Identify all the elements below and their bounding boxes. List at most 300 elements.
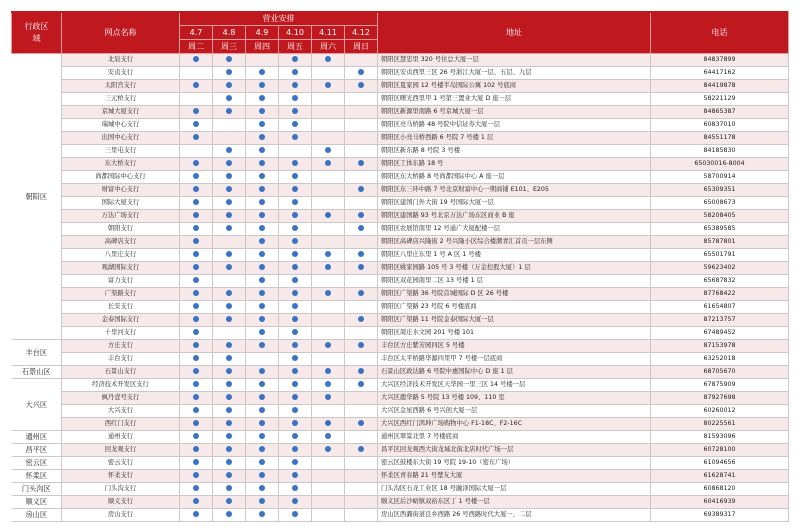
branch-address: 朝阳区姚家园路 105 号 3 号楼（万金控股大厦）1 层 bbox=[378, 262, 651, 275]
schedule-cell bbox=[180, 54, 213, 67]
table-row bbox=[12, 379, 789, 392]
schedule-cell bbox=[213, 288, 246, 301]
branch-phone: 60868120 bbox=[651, 483, 789, 496]
branch-address: 朝阳区东大桥路 8 号尚都国际中心 A 座一层 bbox=[378, 171, 651, 184]
schedule-cell bbox=[345, 405, 378, 418]
branch-address: 朝阳区新东路 8 号院 3 号楼 bbox=[378, 145, 651, 158]
branch-phone: 67875909 bbox=[651, 379, 789, 392]
open-dot-icon bbox=[193, 329, 199, 335]
schedule-cell bbox=[180, 119, 213, 132]
branch-address: 朝阳区广渠路 23 号院 6 号楼底商 bbox=[378, 301, 651, 314]
schedule-cell bbox=[246, 353, 279, 366]
branch-name: 大兴支行 bbox=[62, 405, 180, 418]
open-dot-icon bbox=[193, 446, 199, 452]
branch-address: 大兴区西红门鸿坤广场购物中心 F1-18C、F2-16C bbox=[378, 418, 651, 431]
table-row bbox=[12, 54, 789, 67]
schedule-cell bbox=[312, 405, 345, 418]
schedule-cell bbox=[180, 366, 213, 379]
open-dot-icon bbox=[358, 160, 364, 166]
open-dot-icon bbox=[226, 485, 232, 491]
header-address: 地址 bbox=[378, 12, 651, 54]
open-dot-icon bbox=[358, 290, 364, 296]
branch-name: 高碑店支行 bbox=[62, 236, 180, 249]
table-header bbox=[12, 12, 789, 54]
branch-address: 丰台区太平桥路华源四里甲 7 号楼一层底商 bbox=[378, 353, 651, 366]
schedule-cell bbox=[279, 509, 312, 522]
open-dot-icon bbox=[193, 264, 199, 270]
schedule-cell bbox=[246, 418, 279, 431]
schedule-cell bbox=[279, 275, 312, 288]
open-dot-icon bbox=[259, 225, 265, 231]
schedule-cell bbox=[213, 483, 246, 496]
branch-phone: 65008673 bbox=[651, 197, 789, 210]
branch-name: 万达广场支行 bbox=[62, 210, 180, 223]
branch-phone: 61094656 bbox=[651, 457, 789, 470]
schedule-cell bbox=[213, 457, 246, 470]
open-dot-icon bbox=[292, 56, 298, 62]
open-dot-icon bbox=[292, 82, 298, 88]
schedule-cell bbox=[279, 327, 312, 340]
branch-name: 朝阳支行 bbox=[62, 223, 180, 236]
schedule-cell bbox=[345, 262, 378, 275]
schedule-cell bbox=[246, 431, 279, 444]
open-dot-icon bbox=[292, 277, 298, 283]
schedule-cell bbox=[345, 288, 378, 301]
open-dot-icon bbox=[292, 355, 298, 361]
schedule-cell bbox=[246, 119, 279, 132]
branch-phone: 84185830 bbox=[651, 145, 789, 158]
schedule-cell bbox=[312, 431, 345, 444]
schedule-cell bbox=[213, 418, 246, 431]
branch-name: 北辰支行 bbox=[62, 54, 180, 67]
open-dot-icon bbox=[193, 511, 199, 517]
open-dot-icon bbox=[193, 394, 199, 400]
schedule-cell bbox=[180, 288, 213, 301]
open-dot-icon bbox=[292, 95, 298, 101]
schedule-cell bbox=[246, 67, 279, 80]
header-weekday: 周六 bbox=[312, 40, 345, 54]
schedule-cell bbox=[312, 470, 345, 483]
header-weekday: 周五 bbox=[279, 40, 312, 54]
open-dot-icon bbox=[292, 433, 298, 439]
branch-phone: 67489452 bbox=[651, 327, 789, 340]
open-dot-icon bbox=[226, 225, 232, 231]
branch-name: 八里庄支行 bbox=[62, 249, 180, 262]
open-dot-icon bbox=[226, 290, 232, 296]
open-dot-icon bbox=[259, 264, 265, 270]
schedule-cell bbox=[279, 301, 312, 314]
schedule-cell bbox=[180, 249, 213, 262]
schedule-cell bbox=[279, 184, 312, 197]
branch-name: 安贞支行 bbox=[62, 67, 180, 80]
table-row bbox=[12, 340, 789, 353]
open-dot-icon bbox=[259, 121, 265, 127]
open-dot-icon bbox=[226, 472, 232, 478]
branch-address: 朝阳区双花园南里二区 13 号楼 1 层 bbox=[378, 275, 651, 288]
branch-name: 金泰国际支行 bbox=[62, 314, 180, 327]
open-dot-icon bbox=[226, 95, 232, 101]
table-row bbox=[12, 470, 789, 483]
branch-name: 丰台支行 bbox=[62, 353, 180, 366]
schedule-cell bbox=[246, 249, 279, 262]
schedule-cell bbox=[279, 54, 312, 67]
open-dot-icon bbox=[292, 381, 298, 387]
open-dot-icon bbox=[292, 173, 298, 179]
open-dot-icon bbox=[292, 329, 298, 335]
table-row bbox=[12, 366, 789, 379]
open-dot-icon bbox=[193, 342, 199, 348]
open-dot-icon bbox=[358, 446, 364, 452]
open-dot-icon bbox=[259, 95, 265, 101]
branch-phone: 84865387 bbox=[651, 106, 789, 119]
table-row bbox=[12, 405, 789, 418]
table-row bbox=[12, 288, 789, 301]
schedule-cell bbox=[180, 353, 213, 366]
schedule-cell bbox=[246, 158, 279, 171]
schedule-cell bbox=[345, 171, 378, 184]
header-date: 4.7 bbox=[180, 26, 213, 40]
schedule-cell bbox=[345, 418, 378, 431]
schedule-cell bbox=[180, 457, 213, 470]
branch-name: 十里河支行 bbox=[62, 327, 180, 340]
open-dot-icon bbox=[292, 498, 298, 504]
open-dot-icon bbox=[292, 199, 298, 205]
schedule-cell bbox=[180, 275, 213, 288]
branch-phone: 58700914 bbox=[651, 171, 789, 184]
open-dot-icon bbox=[259, 511, 265, 517]
schedule-cell bbox=[312, 327, 345, 340]
schedule-cell bbox=[213, 54, 246, 67]
open-dot-icon bbox=[226, 264, 232, 270]
schedule-cell bbox=[213, 119, 246, 132]
schedule-cell bbox=[312, 67, 345, 80]
open-dot-icon bbox=[226, 173, 232, 179]
schedule-cell bbox=[246, 106, 279, 119]
schedule-cell bbox=[213, 93, 246, 106]
schedule-cell bbox=[345, 483, 378, 496]
branch-phone: 61654807 bbox=[651, 301, 789, 314]
table-row bbox=[12, 67, 789, 80]
open-dot-icon bbox=[226, 498, 232, 504]
schedule-cell bbox=[180, 314, 213, 327]
schedule-cell bbox=[213, 509, 246, 522]
branch-name: 富力支行 bbox=[62, 275, 180, 288]
open-dot-icon bbox=[226, 394, 232, 400]
schedule-cell bbox=[279, 145, 312, 158]
open-dot-icon bbox=[325, 381, 331, 387]
open-dot-icon bbox=[358, 186, 364, 192]
schedule-cell bbox=[345, 431, 378, 444]
schedule-cell bbox=[213, 379, 246, 392]
open-dot-icon bbox=[325, 56, 331, 62]
schedule-cell bbox=[345, 470, 378, 483]
branch-phone: 60728100 bbox=[651, 444, 789, 457]
schedule-cell bbox=[279, 119, 312, 132]
branch-phone: 58221129 bbox=[651, 93, 789, 106]
schedule-cell bbox=[345, 236, 378, 249]
open-dot-icon bbox=[193, 485, 199, 491]
open-dot-icon bbox=[292, 485, 298, 491]
schedule-cell bbox=[312, 418, 345, 431]
schedule-cell bbox=[279, 444, 312, 457]
region-cell: 房山区 bbox=[12, 509, 62, 522]
open-dot-icon bbox=[259, 134, 265, 140]
schedule-cell bbox=[345, 444, 378, 457]
schedule-cell bbox=[246, 275, 279, 288]
schedule-cell bbox=[279, 483, 312, 496]
open-dot-icon bbox=[259, 420, 265, 426]
open-dot-icon bbox=[292, 108, 298, 114]
schedule-cell bbox=[213, 67, 246, 80]
schedule-cell bbox=[213, 197, 246, 210]
open-dot-icon bbox=[325, 212, 331, 218]
branch-address: 朝阳区小亮马桥西路 6 号院 7 号楼 1 层 bbox=[378, 132, 651, 145]
header-date: 4.8 bbox=[213, 26, 246, 40]
header-weekday: 周四 bbox=[246, 40, 279, 54]
open-dot-icon bbox=[226, 82, 232, 88]
open-dot-icon bbox=[193, 251, 199, 257]
schedule-cell bbox=[345, 145, 378, 158]
branch-address: 通州区翠景北里 7 号楼底商 bbox=[378, 431, 651, 444]
branch-phone: 87153978 bbox=[651, 340, 789, 353]
schedule-cell bbox=[312, 483, 345, 496]
open-dot-icon bbox=[193, 225, 199, 231]
schedule-cell bbox=[312, 93, 345, 106]
schedule-cell bbox=[180, 405, 213, 418]
open-dot-icon bbox=[226, 446, 232, 452]
schedule-cell bbox=[246, 171, 279, 184]
branch-phone: 81593096 bbox=[651, 431, 789, 444]
schedule-cell bbox=[246, 405, 279, 418]
schedule-cell bbox=[246, 145, 279, 158]
branch-address: 丰台区方庄紫芳园四区 5 号楼 bbox=[378, 340, 651, 353]
branch-address: 朝阳区新源里南路 6 号京城大厦一层 bbox=[378, 106, 651, 119]
schedule-cell bbox=[180, 327, 213, 340]
open-dot-icon bbox=[193, 238, 199, 244]
open-dot-icon bbox=[259, 342, 265, 348]
schedule-cell bbox=[213, 353, 246, 366]
open-dot-icon bbox=[226, 355, 232, 361]
open-dot-icon bbox=[259, 199, 265, 205]
branch-address: 顺义区后沙峪镇双裕东区丁 1 号楼一层 bbox=[378, 496, 651, 509]
branch-phone: 84837899 bbox=[651, 54, 789, 67]
header-date: 4.12 bbox=[345, 26, 378, 40]
open-dot-icon bbox=[259, 394, 265, 400]
branch-name: 三里屯支行 bbox=[62, 145, 180, 158]
schedule-cell bbox=[246, 210, 279, 223]
open-dot-icon bbox=[292, 316, 298, 322]
table-row bbox=[12, 80, 789, 93]
schedule-cell bbox=[279, 366, 312, 379]
schedule-cell bbox=[279, 197, 312, 210]
schedule-cell bbox=[213, 340, 246, 353]
schedule-cell bbox=[312, 340, 345, 353]
schedule-cell bbox=[213, 444, 246, 457]
schedule-cell bbox=[312, 392, 345, 405]
branch-address: 石景山区政达路 6 号院中惠国际中心 D 座 1 层 bbox=[378, 366, 651, 379]
open-dot-icon bbox=[226, 316, 232, 322]
open-dot-icon bbox=[292, 342, 298, 348]
schedule-cell bbox=[246, 509, 279, 522]
schedule-cell bbox=[213, 210, 246, 223]
open-dot-icon bbox=[358, 420, 364, 426]
schedule-cell bbox=[345, 327, 378, 340]
branch-name: 西红门支行 bbox=[62, 418, 180, 431]
open-dot-icon bbox=[259, 147, 265, 153]
open-dot-icon bbox=[226, 511, 232, 517]
table-row bbox=[12, 171, 789, 184]
branch-name: 通州支行 bbox=[62, 431, 180, 444]
open-dot-icon bbox=[226, 251, 232, 257]
open-dot-icon bbox=[226, 407, 232, 413]
branch-name: 方庄支行 bbox=[62, 340, 180, 353]
region-cell: 石景山区 bbox=[12, 366, 62, 379]
open-dot-icon bbox=[259, 498, 265, 504]
open-dot-icon bbox=[325, 420, 331, 426]
open-dot-icon bbox=[193, 459, 199, 465]
open-dot-icon bbox=[193, 407, 199, 413]
open-dot-icon bbox=[325, 264, 331, 270]
open-dot-icon bbox=[226, 368, 232, 374]
schedule-cell bbox=[180, 67, 213, 80]
schedule-cell bbox=[213, 392, 246, 405]
open-dot-icon bbox=[292, 121, 298, 127]
open-dot-icon bbox=[226, 433, 232, 439]
open-dot-icon bbox=[193, 472, 199, 478]
open-dot-icon bbox=[259, 381, 265, 387]
schedule-cell bbox=[279, 210, 312, 223]
schedule-cell bbox=[213, 223, 246, 236]
table-row bbox=[12, 158, 789, 171]
open-dot-icon bbox=[292, 251, 298, 257]
schedule-cell bbox=[213, 301, 246, 314]
schedule-cell bbox=[312, 509, 345, 522]
open-dot-icon bbox=[325, 342, 331, 348]
region-cell: 顺义区 bbox=[12, 496, 62, 509]
schedule-cell bbox=[279, 392, 312, 405]
open-dot-icon bbox=[325, 147, 331, 153]
open-dot-icon bbox=[193, 433, 199, 439]
schedule-cell bbox=[246, 457, 279, 470]
header-date: 4.10 bbox=[279, 26, 312, 40]
schedule-cell bbox=[345, 132, 378, 145]
table-row bbox=[12, 184, 789, 197]
schedule-cell bbox=[180, 197, 213, 210]
open-dot-icon bbox=[325, 82, 331, 88]
schedule-cell bbox=[345, 67, 378, 80]
open-dot-icon bbox=[259, 433, 265, 439]
open-dot-icon bbox=[292, 407, 298, 413]
open-dot-icon bbox=[292, 511, 298, 517]
schedule-cell bbox=[246, 444, 279, 457]
schedule-cell bbox=[279, 340, 312, 353]
open-dot-icon bbox=[358, 264, 364, 270]
table-row bbox=[12, 327, 789, 340]
table-row bbox=[12, 483, 789, 496]
branch-address: 朝阳区农展馆南里 12 号通广大厦配楼一层 bbox=[378, 223, 651, 236]
open-dot-icon bbox=[193, 134, 199, 140]
schedule-cell bbox=[312, 184, 345, 197]
schedule-cell bbox=[246, 223, 279, 236]
table-row bbox=[12, 353, 789, 366]
branch-phone: 64417162 bbox=[651, 67, 789, 80]
branch-name: 怀柔支行 bbox=[62, 470, 180, 483]
schedule-cell bbox=[213, 171, 246, 184]
schedule-cell bbox=[246, 80, 279, 93]
table-row bbox=[12, 418, 789, 431]
schedule-cell bbox=[345, 301, 378, 314]
open-dot-icon bbox=[226, 147, 232, 153]
table-row bbox=[12, 223, 789, 236]
schedule-cell bbox=[345, 353, 378, 366]
open-dot-icon bbox=[259, 186, 265, 192]
schedule-cell bbox=[312, 262, 345, 275]
branch-address: 朝阳区夏家园 12 号楼半岛国际公寓 102 号底商 bbox=[378, 80, 651, 93]
branch-address: 大兴区金星西路 6 号兴创大厦一层 bbox=[378, 405, 651, 418]
branch-name: 门头沟支行 bbox=[62, 483, 180, 496]
schedule-cell bbox=[246, 236, 279, 249]
branch-address: 怀柔区青春路 21 号楚友大厦 bbox=[378, 470, 651, 483]
schedule-cell bbox=[279, 80, 312, 93]
schedule-cell bbox=[312, 210, 345, 223]
schedule-cell bbox=[345, 366, 378, 379]
branch-phone: 85787801 bbox=[651, 236, 789, 249]
header-date: 4.11 bbox=[312, 26, 345, 40]
open-dot-icon bbox=[259, 446, 265, 452]
schedule-cell bbox=[345, 496, 378, 509]
schedule-cell bbox=[180, 262, 213, 275]
open-dot-icon bbox=[259, 69, 265, 75]
branch-phone: 58208405 bbox=[651, 210, 789, 223]
schedule-cell bbox=[180, 106, 213, 119]
branch-phone: 65309351 bbox=[651, 184, 789, 197]
open-dot-icon bbox=[226, 186, 232, 192]
schedule-cell bbox=[213, 431, 246, 444]
open-dot-icon bbox=[193, 186, 199, 192]
schedule-cell bbox=[213, 496, 246, 509]
schedule-cell bbox=[345, 119, 378, 132]
schedule-cell bbox=[246, 288, 279, 301]
branch-phone: 61628741 bbox=[651, 470, 789, 483]
open-dot-icon bbox=[259, 277, 265, 283]
open-dot-icon bbox=[259, 329, 265, 335]
schedule-cell bbox=[213, 470, 246, 483]
region-cell: 门头沟区 bbox=[12, 483, 62, 496]
schedule-cell bbox=[246, 340, 279, 353]
open-dot-icon bbox=[292, 186, 298, 192]
schedule-cell bbox=[345, 158, 378, 171]
table-row bbox=[12, 509, 789, 522]
schedule-cell bbox=[180, 171, 213, 184]
schedule-cell bbox=[345, 54, 378, 67]
table-row bbox=[12, 444, 789, 457]
branch-name: 枫丹壹号支行 bbox=[62, 392, 180, 405]
schedule-cell bbox=[312, 366, 345, 379]
open-dot-icon bbox=[292, 368, 298, 374]
header-phone: 电话 bbox=[651, 12, 789, 54]
schedule-cell bbox=[345, 314, 378, 327]
schedule-cell bbox=[312, 301, 345, 314]
branch-name: 顺义支行 bbox=[62, 496, 180, 509]
open-dot-icon bbox=[292, 134, 298, 140]
branch-phone: 63252018 bbox=[651, 353, 789, 366]
schedule-cell bbox=[312, 314, 345, 327]
table-row bbox=[12, 106, 789, 119]
schedule-cell bbox=[180, 379, 213, 392]
schedule-cell bbox=[213, 145, 246, 158]
branch-phone: 60416939 bbox=[651, 496, 789, 509]
open-dot-icon bbox=[259, 316, 265, 322]
